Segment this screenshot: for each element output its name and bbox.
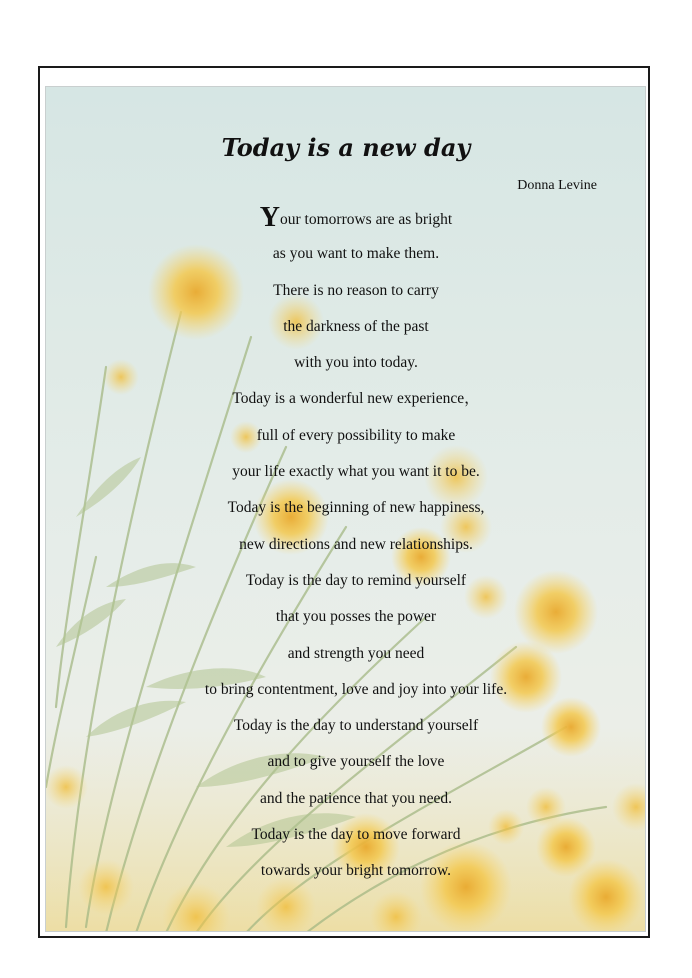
poem-author: Donna Levine [517, 178, 597, 193]
poem-line: and to give yourself the love [267, 753, 445, 771]
poem-line-text: our tomorrows are as bright [280, 211, 453, 228]
poem-line: and strength you need [287, 644, 425, 662]
poem-line: Today is a wonderful new experience， [232, 390, 480, 408]
poem-line: and the patience that you need. [260, 789, 452, 807]
poem-line: with you into today. [294, 354, 418, 372]
poem-line: your life exactly what you want it to be. [232, 463, 480, 481]
poem-body [0, 200, 692, 890]
poem-line: towards your bright tomorrow. [260, 862, 452, 880]
poem-line-first [0, 200, 692, 236]
poem-line: Today is the beginning of new happiness, [227, 499, 485, 517]
drop-cap: Y [259, 202, 281, 233]
poem-line: Today is the day to remind yourself [245, 571, 467, 589]
poem-line: new directions and new relationships. [239, 535, 473, 553]
poem-line: the darkness of the past [283, 317, 429, 335]
poem-line: as you want to make them. [272, 245, 440, 263]
poem-line: Today is the day to move forward [251, 826, 461, 844]
poem-line: Today is the day to understand yourself [233, 717, 479, 735]
poem-line: full of every possibility to make [256, 426, 456, 444]
poem-line: There is no reason to carry [273, 281, 439, 299]
poem-line: to bring contentment, love and joy into your life. [204, 680, 508, 698]
poem-title: Today is a new day [221, 133, 471, 162]
poem-line: that you posses the power [275, 608, 437, 626]
